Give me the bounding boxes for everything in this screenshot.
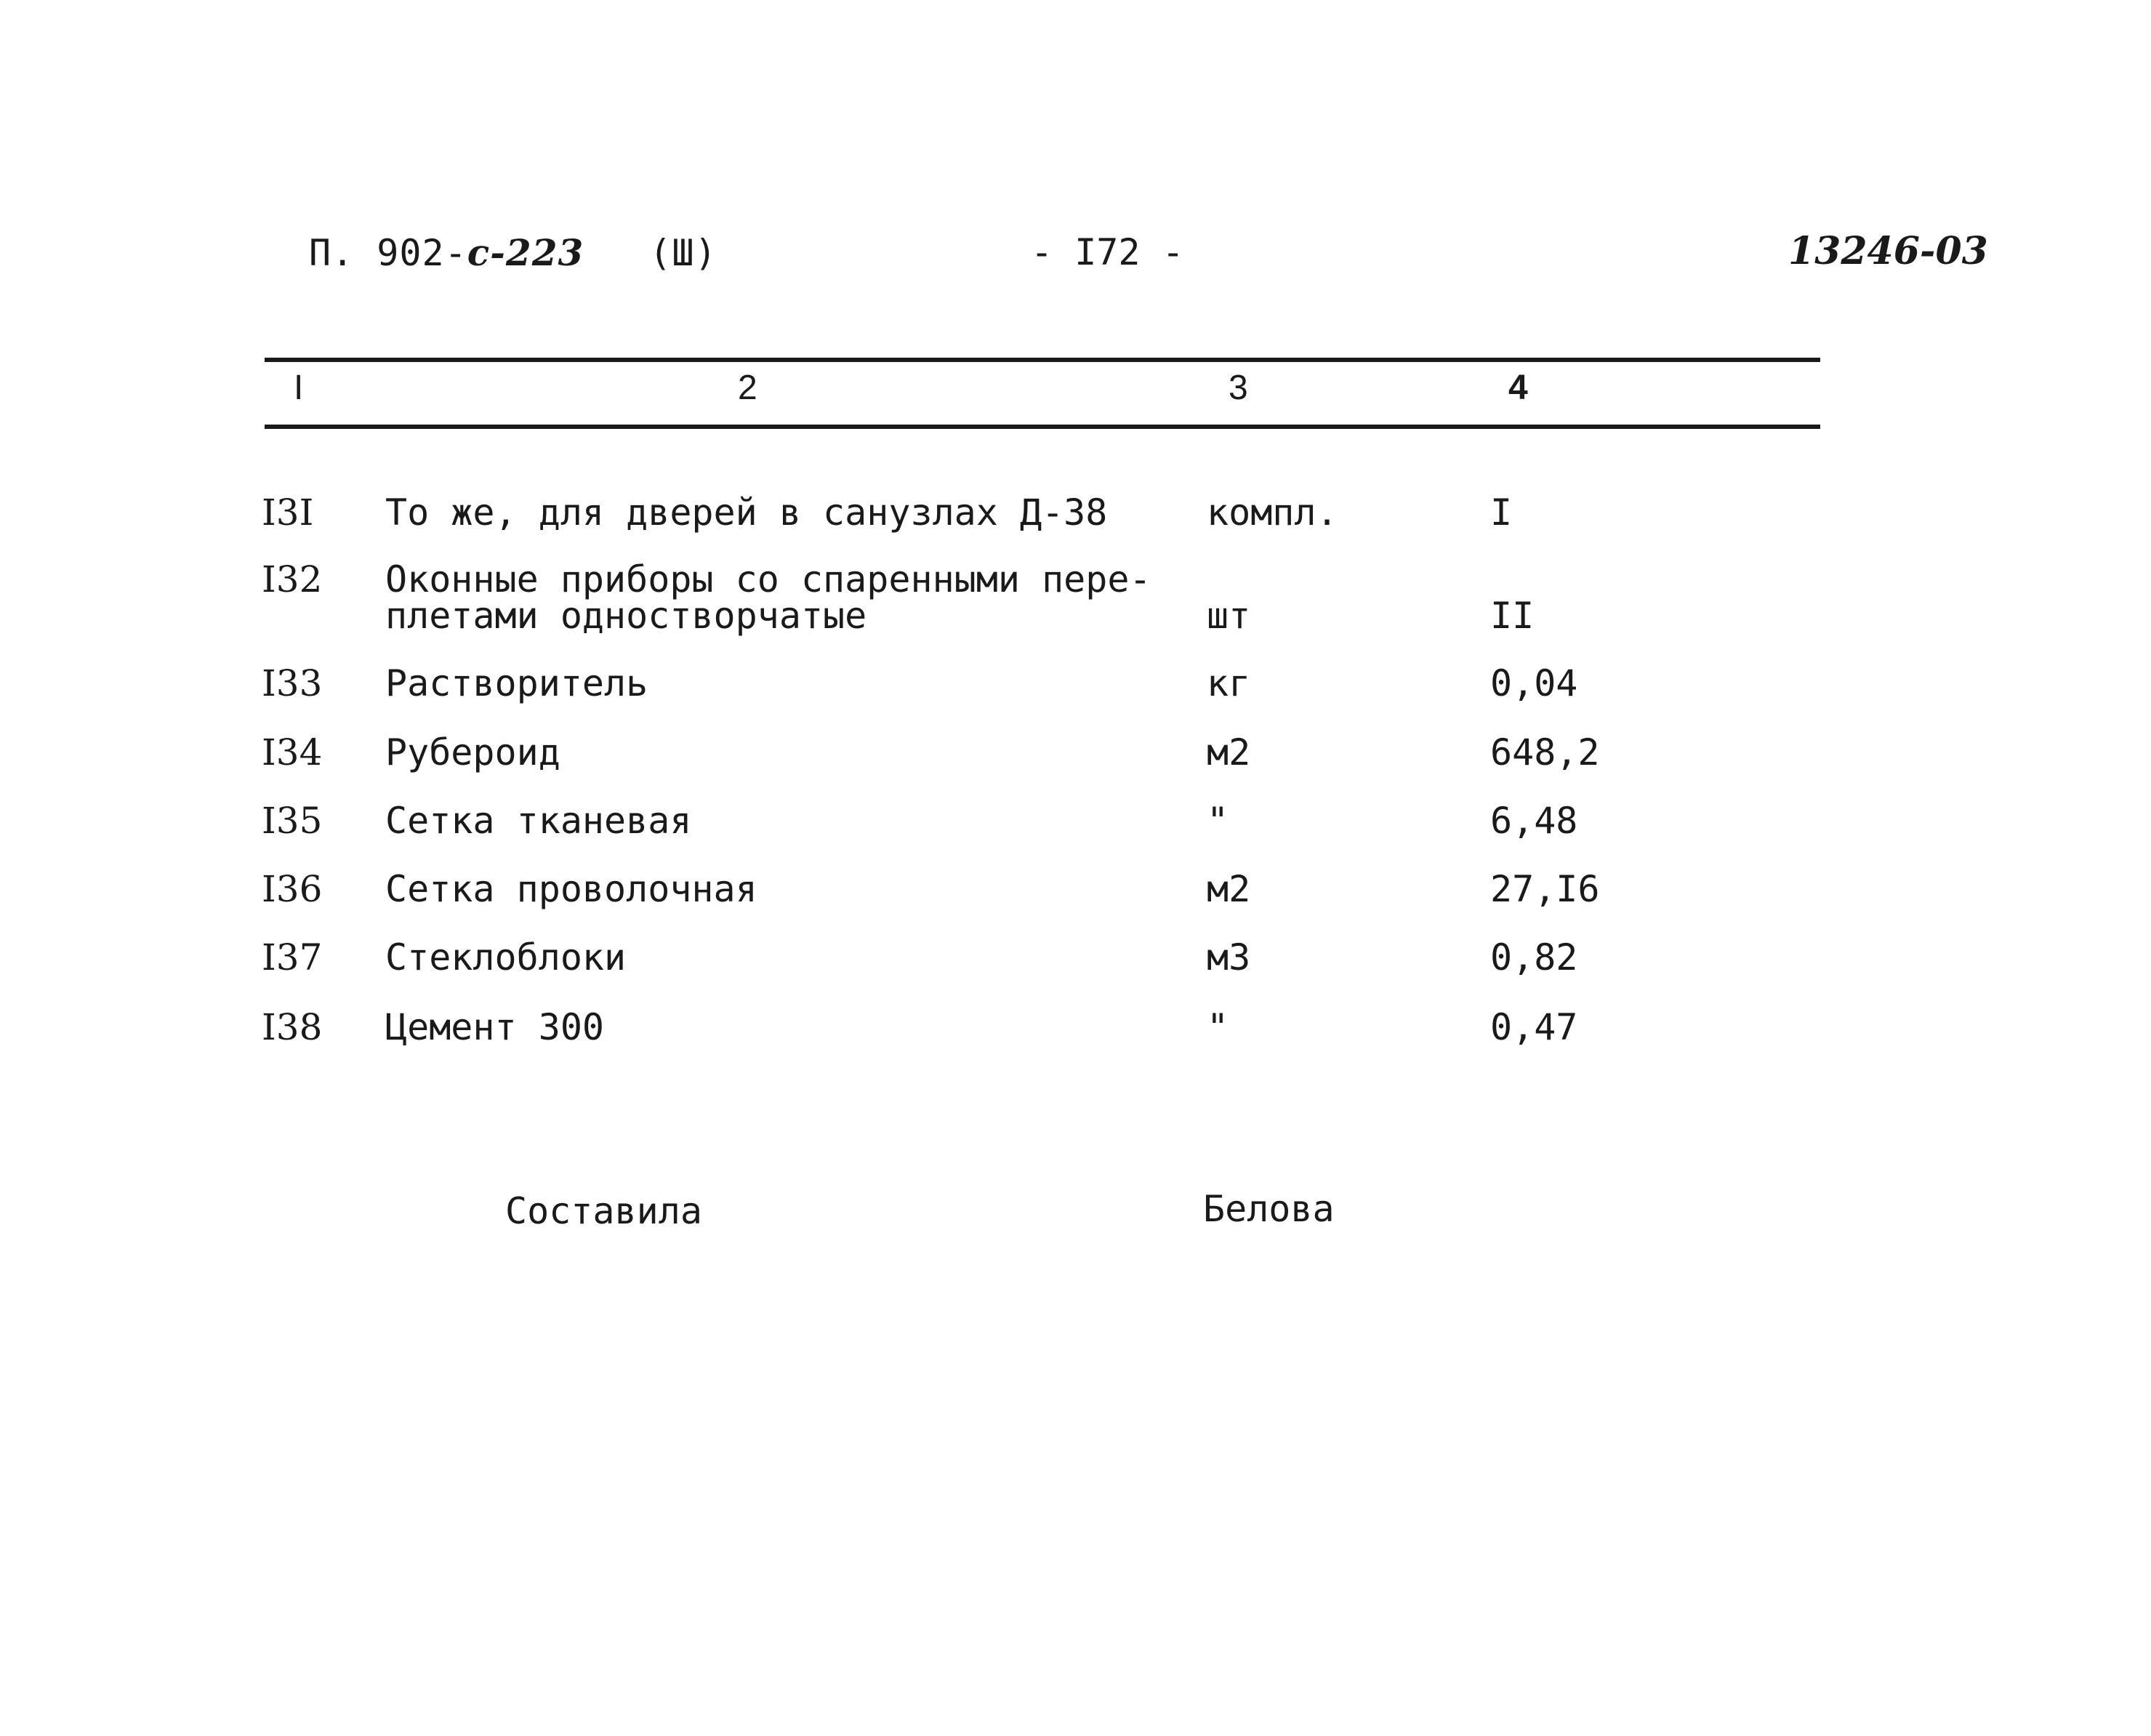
row-name: Цемент 300 — [385, 1006, 605, 1048]
row-name: Рубероид — [385, 731, 560, 773]
document-part: (Ш) — [649, 232, 717, 274]
row-quantity: 6,48 — [1490, 800, 1578, 842]
row-quantity: 27,I6 — [1490, 868, 1600, 910]
row-unit: " — [1207, 800, 1229, 842]
row-quantity: II — [1490, 595, 1535, 637]
document-code-handwritten: с-223 — [467, 231, 584, 274]
row-number: I37 — [262, 936, 323, 978]
row-name — [385, 558, 1151, 637]
document-code-prefix: П. 902- — [309, 232, 467, 274]
row-name-line: плетами одностворчатые — [385, 595, 867, 637]
row-quantity: 0,82 — [1490, 936, 1578, 978]
archive-stamp: 13246-03 — [1788, 229, 1988, 273]
row-quantity: 0,04 — [1490, 662, 1578, 704]
row-quantity: I — [1490, 491, 1513, 534]
row-number: I32 — [262, 558, 323, 600]
compiled-by-label: Составила — [505, 1190, 702, 1232]
column-header-2: 2 — [738, 369, 757, 407]
row-quantity: 648,2 — [1490, 731, 1600, 773]
row-name: Стеклоблоки — [385, 936, 627, 978]
table-header-rule — [265, 425, 1820, 429]
row-unit: м3 — [1207, 936, 1251, 978]
row-unit: м2 — [1207, 868, 1251, 910]
row-name: Растворитель — [385, 662, 648, 704]
page-number: - I72 - — [1031, 231, 1184, 273]
column-header-3: 3 — [1229, 369, 1248, 407]
row-number: I34 — [262, 731, 323, 773]
row-number: I3I — [262, 491, 314, 534]
row-name-line: Оконные приборы со спаренными пере- — [385, 558, 1151, 600]
row-number: I35 — [262, 800, 323, 842]
row-unit: шт — [1207, 595, 1251, 637]
row-name: То же, для дверей в санузлах Д-38 — [385, 491, 1108, 534]
row-number: I36 — [262, 868, 323, 910]
row-unit: " — [1207, 1006, 1229, 1048]
row-quantity: 0,47 — [1490, 1006, 1578, 1048]
row-number: I38 — [262, 1006, 323, 1048]
table-top-rule — [265, 358, 1820, 362]
row-number: I33 — [262, 662, 323, 704]
row-name: Сетка тканевая — [385, 800, 692, 842]
row-unit: м2 — [1207, 731, 1251, 773]
column-header-4: 4 — [1508, 369, 1528, 407]
row-unit: кг — [1207, 662, 1251, 704]
document-code — [309, 231, 717, 274]
row-name: Сетка проволочная — [385, 868, 757, 910]
compiled-by-name: Белова — [1203, 1188, 1335, 1230]
column-header-1: I — [294, 369, 304, 407]
row-unit: компл. — [1207, 491, 1338, 534]
